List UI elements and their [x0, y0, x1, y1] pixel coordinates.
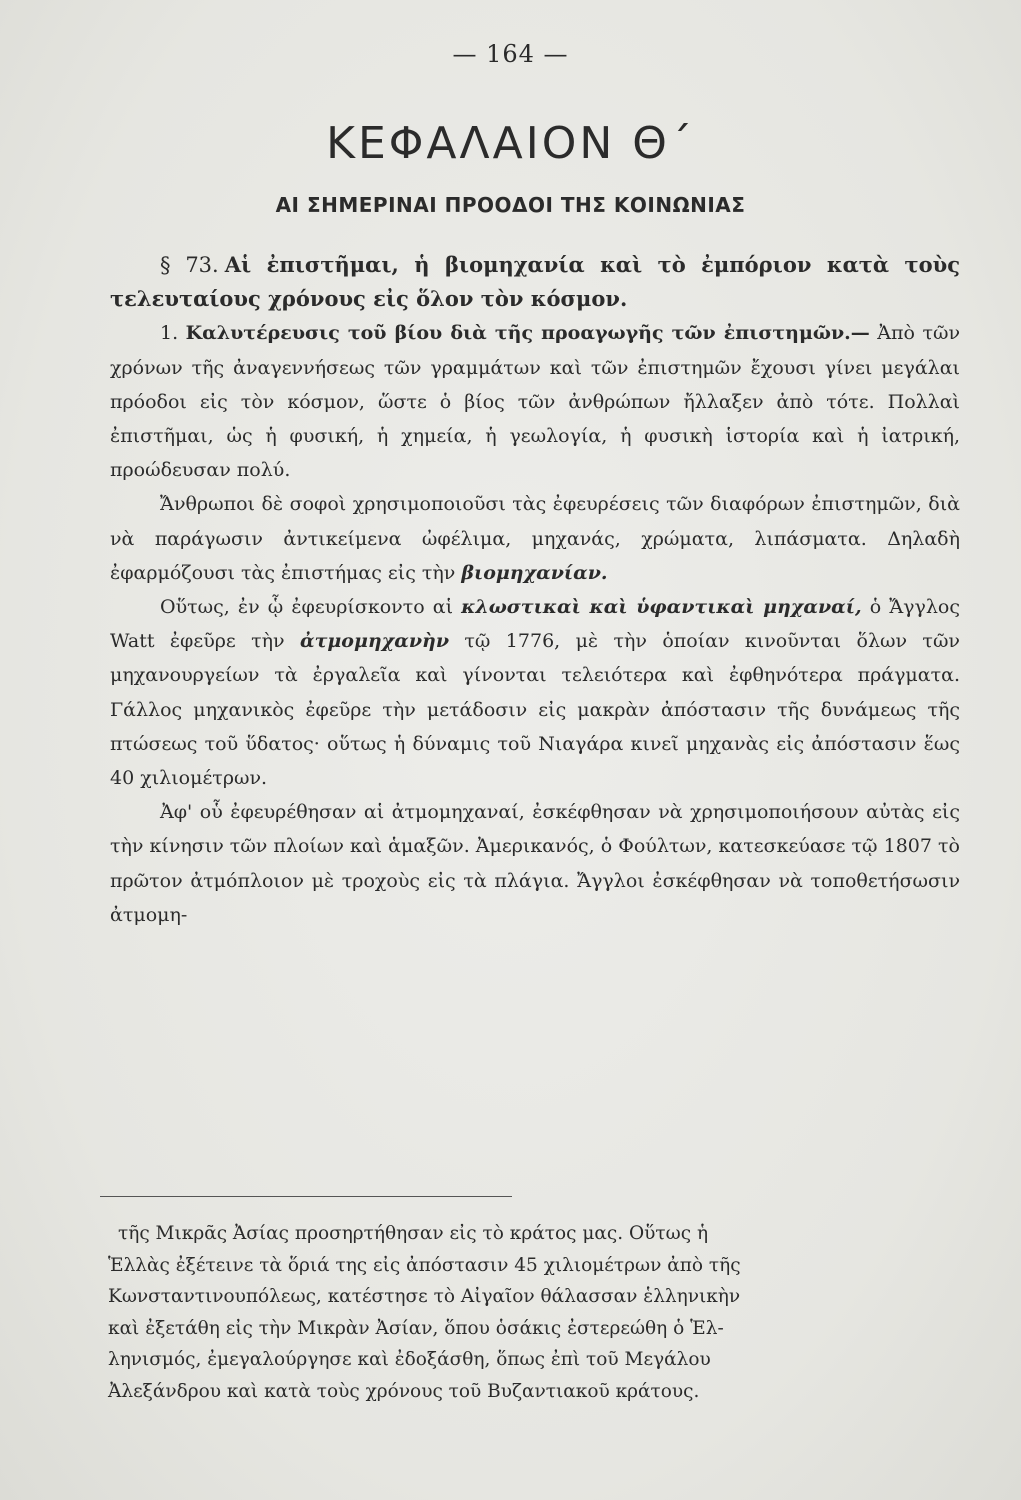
section-heading [110, 248, 960, 316]
paragraph-4 [110, 795, 960, 932]
footnote-line: ληνισμός, ἐμεγαλούργησε καὶ ἐδοξάσθη, ὅπως ἐπὶ τοῦ Μεγάλου [108, 1349, 711, 1370]
emphasis-biomichania: βιομηχανίαν. [461, 561, 608, 584]
paragraph-1-text: Ἀπὸ τῶν χρόνων τῆς ἀναγεννήσεως τῶν γραμμάτων καὶ τῶν ἐπιστημῶν ἔχουσι γίνει μεγάλαι πρόοδοι εἰς τὸν κόσμον, ὥστε ὁ βίος τῶν ἀνθρώπων ἤλλαξεν ἀπὸ τότε. Πολλαὶ ἐπιστῆμαι, ὡς ἡ φυσική, ἡ χημεία, ἡ γεωλογία, ἡ φυσικὴ ἱστορία καὶ ἡ ἰατρική, προώδευσαν πολύ. [110, 322, 961, 482]
paragraph-3-text-a: Οὕτως, ἐν ᾧ ἐφευρίσκοντο αἱ [160, 596, 454, 619]
paragraph-4-text: Ἀφ' οὗ ἐφευρέθησαν αἱ ἀτμομηχαναί, ἐσκέφθησαν νὰ χρησιμοποιήσουν αὐτὰς εἰς τὴν κίνησιν τῶν πλοίων καὶ ἁμαξῶν. Ἀμερικανός, ὁ Φούλτων, κατεσκεύασε τῷ 1807 τὸ πρῶτον ἀτμόπλοιον μὲ τροχοὺς εἰς τὰ πλάγια. Ἄγγλοι ἐσκέφθησαν νὰ τοποθετήσωσιν ἀτμομη- [110, 801, 960, 926]
footnote [108, 1218, 960, 1407]
footnote-line: Κωνσταντινουπόλεως, κατέστησε τὸ Αἰγαῖον θάλασσαν ἑλληνικὴν [108, 1286, 741, 1307]
footnote-line: Ἑλλὰς ἐξέτεινε τὰ ὅριά της εἰς ἀπόστασιν 45 χιλιομέτρων ἀπὸ τῆς [108, 1254, 741, 1276]
paragraph-1 [110, 316, 960, 487]
paragraph-2 [110, 487, 960, 590]
emphasis-steam-engine: ἀτμομηχανὴν [300, 630, 450, 653]
footnote-line: Ἀλεξάνδρου καὶ κατὰ τοὺς χρόνους τοῦ Βυζαντιακοῦ κράτους. [108, 1380, 700, 1402]
chapter-subtitle: ΑΙ ΣΗΜΕΡΙΝΑΙ ΠΡΟΟΔΟΙ ΤΗΣ ΚΟΙΝΩΝΙΑΣ [275, 193, 746, 217]
page-number: — 164 — [452, 40, 569, 68]
footnote-line: τῆς Μικρᾶς Ἀσίας προσηρτήθησαν εἰς τὸ κράτος μας. Οὕτως ἡ [118, 1223, 709, 1244]
chapter-title: ΚΕΦΑΛΑΙΟΝ Θ΄ [326, 118, 695, 169]
paragraph-3-text-c: τῷ 1776, μὲ τὴν ὁποίαν κινοῦνται ὅλων τῶν μηχανουργείων τὰ ἐργαλεῖα καὶ γίνονται τελειότερα καὶ ἐφθηνότερα πράγματα. Γάλλος μηχανικὸς ἐφεῦρε τὴν μετάδοσιν εἰς μακρὰν ἀπόστασιν τῆς δυνάμεως τῆς πτώσεως τοῦ ὕδατος· οὕτως ἡ δύναμις τοῦ Νιαγάρα κινεῖ μηχανὰς εἰς ἀπόστασιν ἕως 40 χιλιομέτρων. [110, 630, 960, 790]
body-text [110, 248, 960, 932]
item-heading: Καλυτέρευσις τοῦ βίου διὰ τῆς προαγωγῆς τῶν ἐπιστημῶν.— [185, 322, 870, 345]
paragraph-2-text: Ἄνθρωποι δὲ σοφοὶ χρησιμοποιοῦσι τὰς ἐφευρέσεις τῶν διαφόρων ἐπιστημῶν, διὰ νὰ παράγωσιν ἀντικείμενα ὠφέλιμα, μηχανάς, χρώματα, λιπάσματα. Δηλαδὴ ἐφαρμόζουσι τὰς ἐπιστήμας εἰς τὴν [110, 493, 960, 584]
paragraph-3 [110, 590, 960, 795]
paragraph-3-text-b: ὁ Ἄγγλος Watt ἐφεῦρε τὴν [110, 596, 961, 653]
section-heading-text: Αἱ ἐπιστῆμαι, ἡ βιομηχανία καὶ τὸ ἐμπόριον κατὰ τοὺς τελευταίους χρόνους εἰς ὅλον τὸν κόσμον. [110, 252, 960, 312]
footnote-line: καὶ ἐξετάθη εἰς τὴν Μικρὰν Ἀσίαν, ὅπου ὁσάκις ἐστερεώθη ὁ Ἑλ- [108, 1317, 724, 1339]
footnote-divider [100, 1196, 512, 1197]
emphasis-machines: κλωστικαὶ καὶ ὑφαντικαὶ μηχαναί, [461, 596, 862, 619]
item-number: 1. [160, 322, 179, 345]
section-symbol: § 73. [160, 253, 219, 277]
